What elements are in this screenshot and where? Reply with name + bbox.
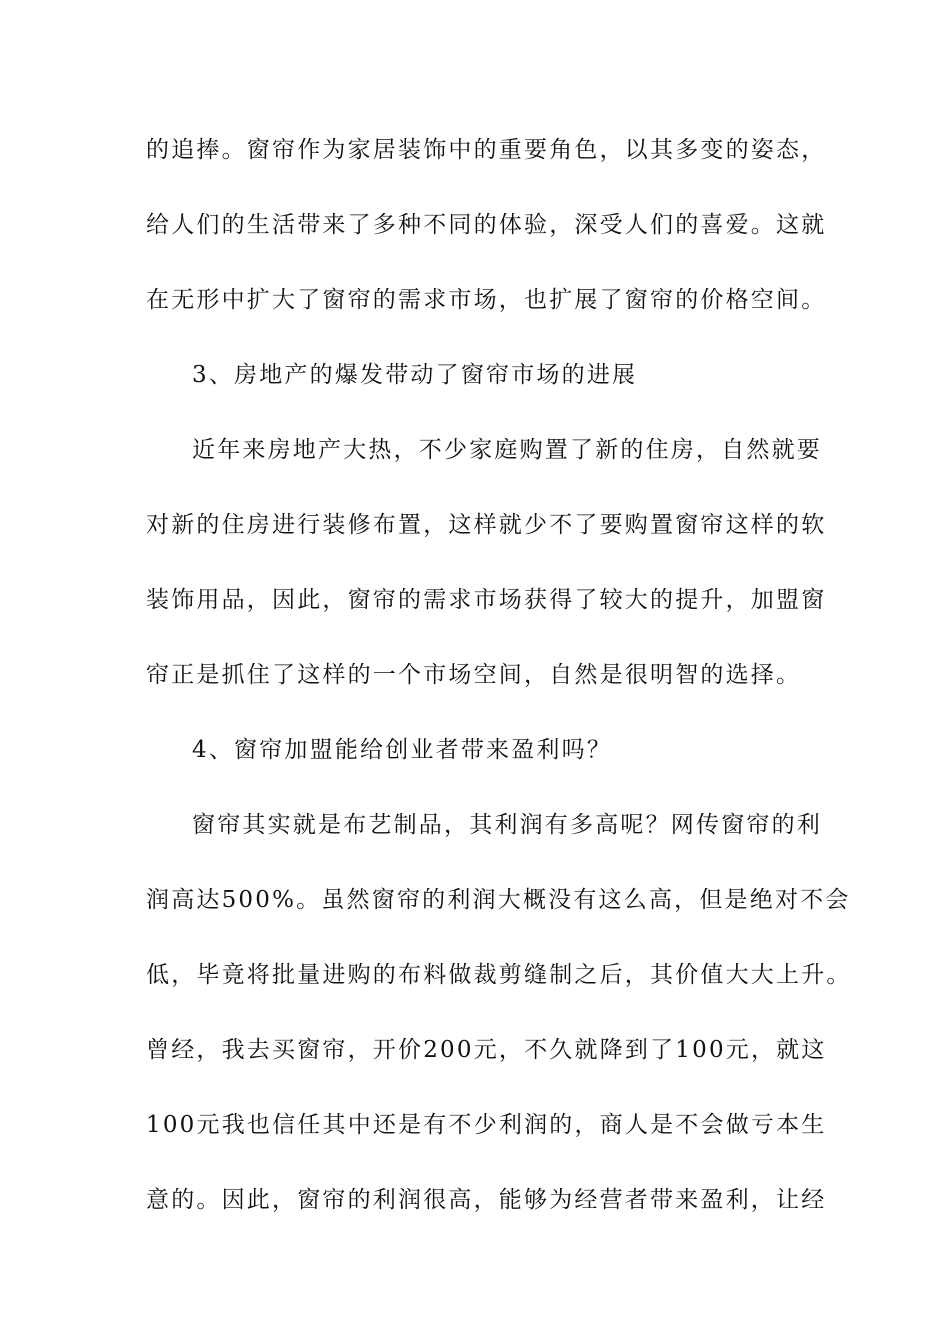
text-line: 装饰用品，因此，窗帘的需求市场获得了较大的提升，加盟窗 <box>146 587 827 613</box>
text-line: 窗帘其实就是布艺制品，其利润有多高呢？网传窗帘的利 <box>192 812 822 838</box>
text-line: 曾经，我去买窗帘，开价200元，不久就降到了100元，就这 <box>146 1037 827 1063</box>
text-line: 帘正是抓住了这样的一个市场空间，自然是很明智的选择。 <box>146 662 802 688</box>
text-line: 给人们的生活带来了多种不同的体验，深受人们的喜爱。这就 <box>146 212 827 238</box>
text-line: 润高达500%。虽然窗帘的利润大概没有这么高，但是绝对不会 <box>146 887 851 913</box>
section-heading: 4、窗帘加盟能给创业者带来盈利吗？ <box>192 737 613 763</box>
text-line: 低，毕竟将批量进购的布料做裁剪缝制之后，其价值大大上升。 <box>146 962 852 988</box>
section-heading: 3、房地产的爆发带动了窗帘市场的进展 <box>192 362 638 388</box>
text-line: 的追捧。窗帘作为家居装饰中的重要角色，以其多变的姿态， <box>146 137 827 163</box>
text-line: 100元我也信任其中还是有不少利润的，商人是不会做亏本生 <box>146 1112 827 1138</box>
text-line: 意的。因此，窗帘的利润很高，能够为经营者带来盈利，让经 <box>146 1187 827 1213</box>
text-line: 对新的住房进行装修布置，这样就少不了要购置窗帘这样的软 <box>146 512 827 538</box>
text-line: 近年来房地产大热，不少家庭购置了新的住房，自然就要 <box>192 437 822 463</box>
text-line: 在无形中扩大了窗帘的需求市场，也扩展了窗帘的价格空间。 <box>146 287 827 313</box>
